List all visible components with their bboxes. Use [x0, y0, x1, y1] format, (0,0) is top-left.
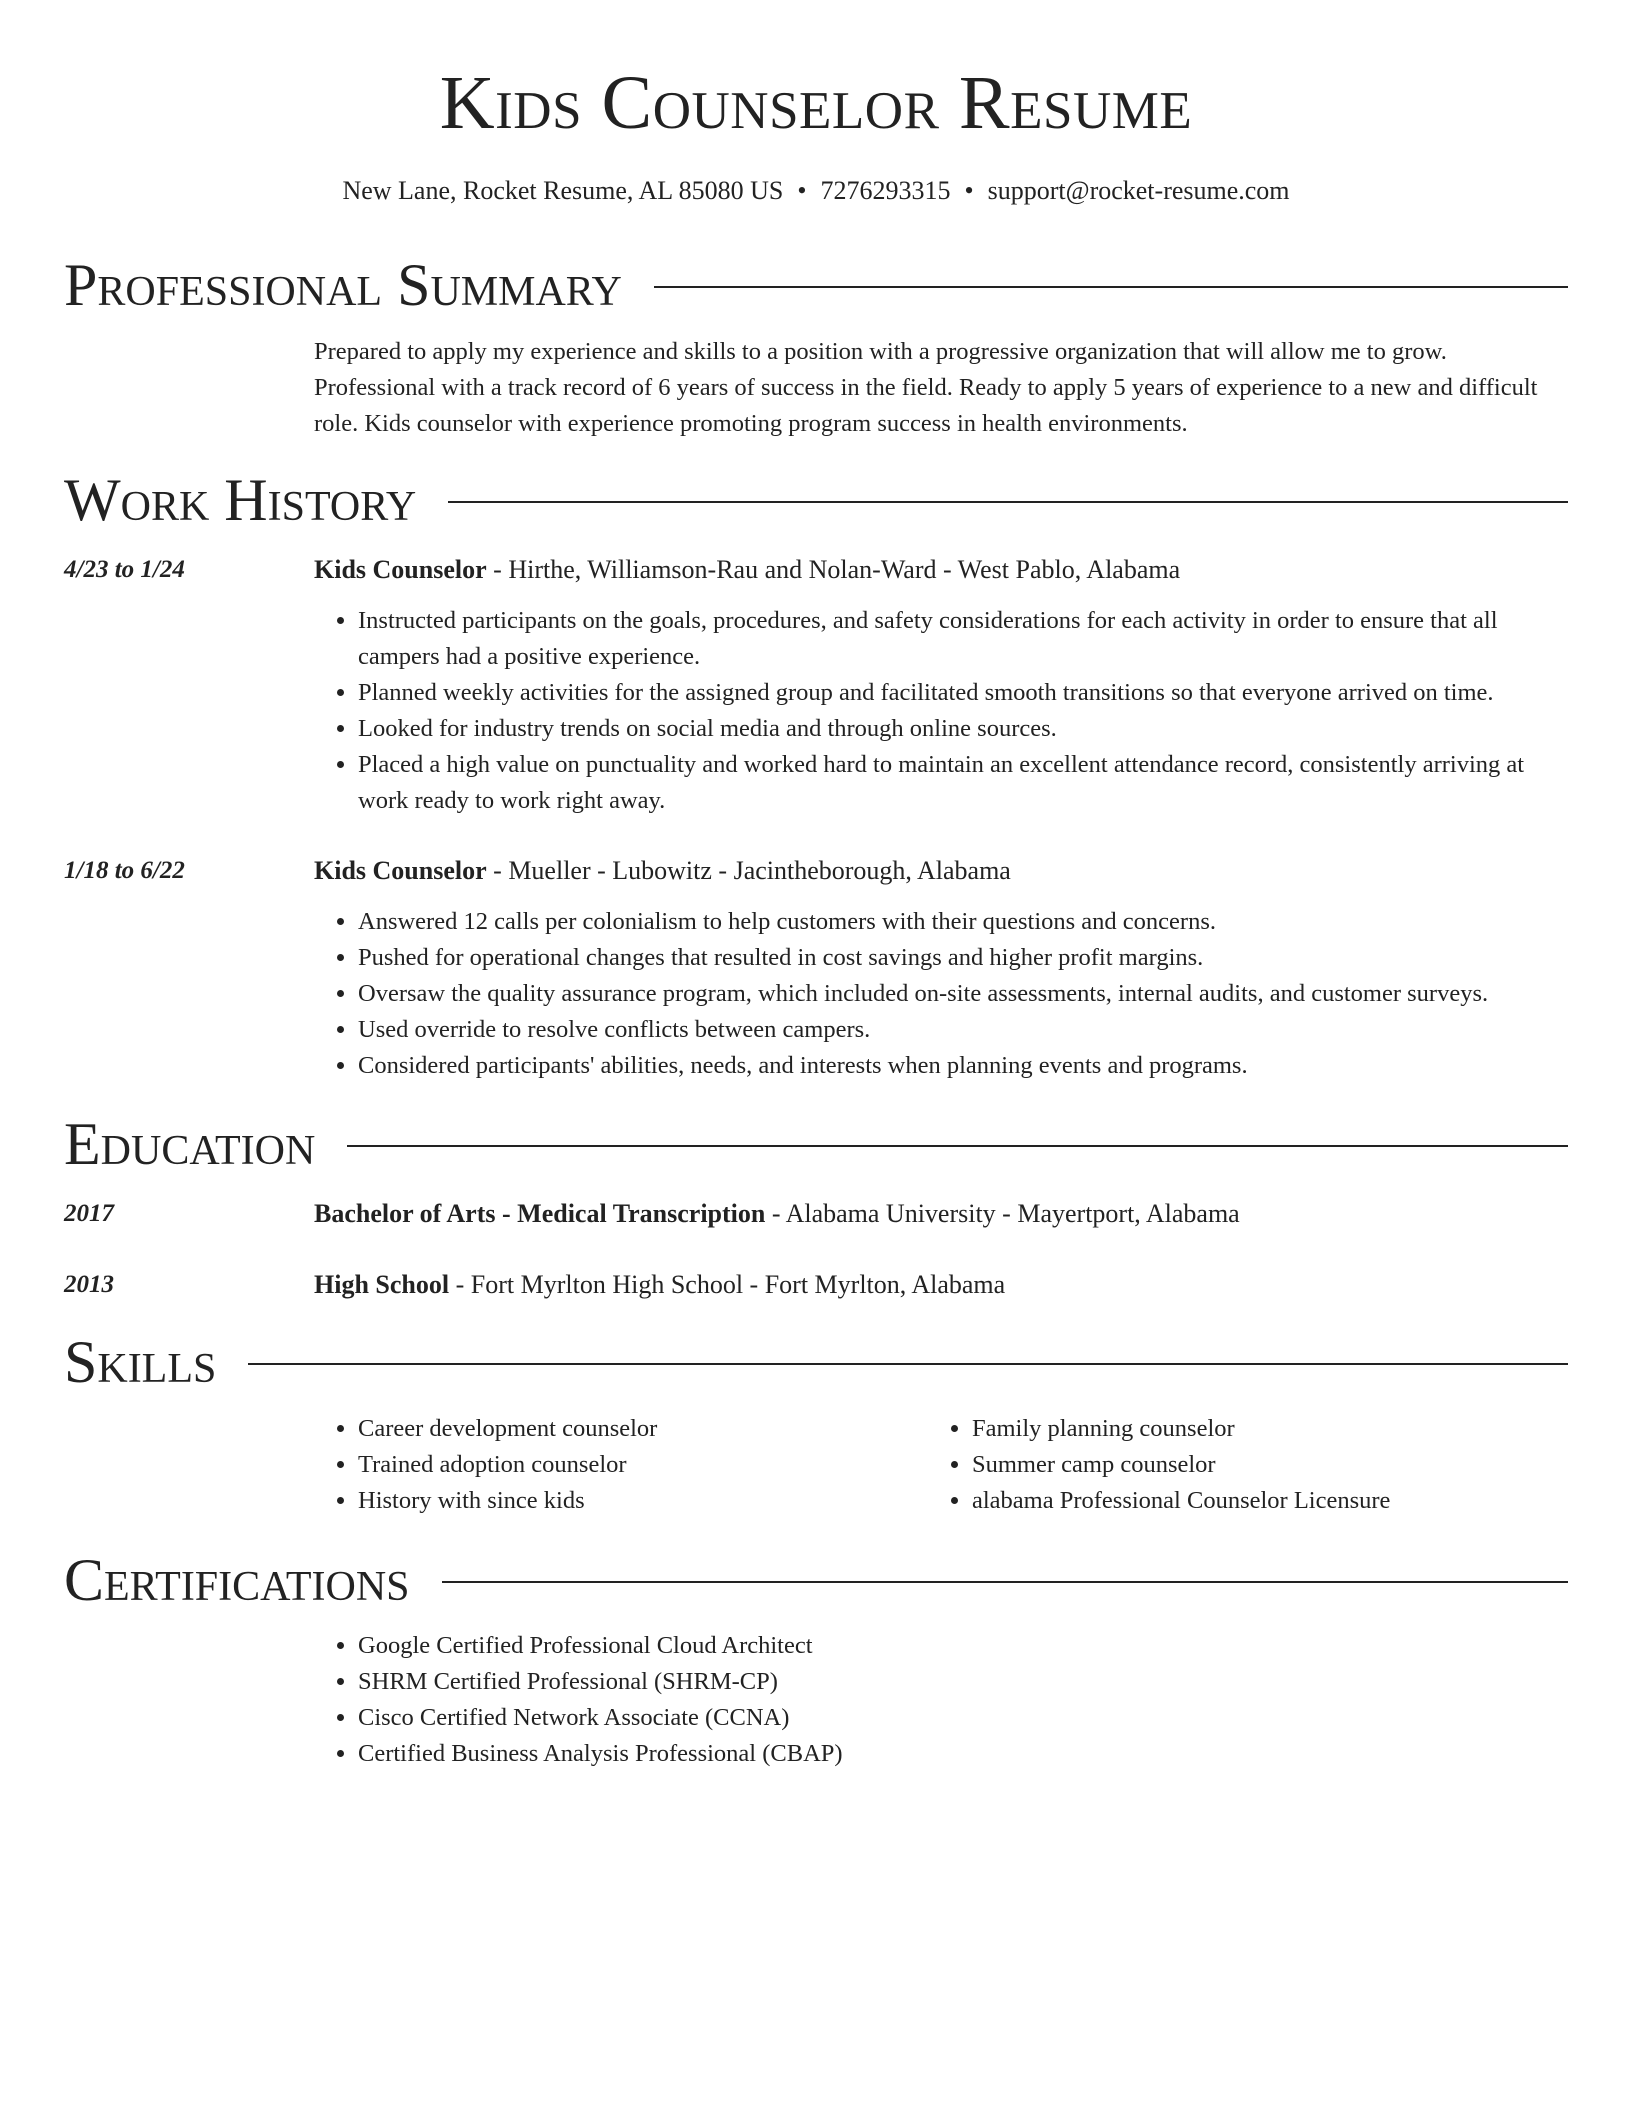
education-school: - Fort Myrlton High School - Fort Myrlton, Alabama — [449, 1270, 1006, 1299]
education-year: 2013 — [64, 1271, 114, 1298]
job-bullet: • Considered participants' abilities, needs, and interests when planning events and programs. — [358, 1048, 1568, 1084]
work-section-header — [64, 465, 1568, 535]
job-entry — [314, 853, 1568, 1084]
education-line — [314, 1267, 1568, 1303]
contact-address: New Lane, Rocket Resume, AL 85080 US — [342, 176, 784, 205]
job-bullet: • Used override to resolve conflicts between campers. — [358, 1012, 1568, 1048]
section-divider — [248, 1363, 1568, 1365]
certifications-list — [314, 1628, 1568, 1772]
skills-column-left — [314, 1411, 914, 1519]
skills-section-header — [64, 1327, 1568, 1397]
job-bullet: • Looked for industry trends on social media and through online sources. — [358, 711, 1568, 747]
education-year: 2017 — [64, 1200, 114, 1227]
certification-item: • Google Certified Professional Cloud Architect — [358, 1628, 1568, 1664]
certifications-block — [314, 1628, 1568, 1772]
certifications-section-header — [64, 1545, 1568, 1615]
education-degree: High School — [314, 1270, 450, 1299]
skill-item: • Summer camp counselor — [972, 1447, 1568, 1483]
skills-heading: Skills — [64, 1329, 217, 1395]
certification-item: • Certified Business Analysis Professional (CBAP) — [358, 1736, 1568, 1772]
job-bullet: • Planned weekly activities for the assigned group and facilitated smooth transitions so that everyone arrived on time. — [358, 675, 1568, 711]
job-bullet: • Instructed participants on the goals, procedures, and safety considerations for each activity in order to ensure that all campers had a positive experience. — [358, 603, 1568, 675]
summary-block — [314, 334, 1568, 442]
education-heading: Education — [64, 1111, 316, 1177]
education-entry — [314, 1196, 1568, 1232]
education-line — [314, 1196, 1568, 1232]
job-employer: - Mueller - Lubowitz - Jacintheborough, Alabama — [486, 856, 1011, 885]
job-title-line — [314, 552, 1568, 588]
contact-separator: • — [797, 176, 807, 205]
job-dates: 1/18 to 6/22 — [64, 857, 185, 884]
job-title: Kids Counselor — [314, 856, 487, 885]
education-section-header — [64, 1109, 1568, 1179]
education-degree: Bachelor of Arts - Medical Transcription — [314, 1199, 766, 1228]
skill-item: • Trained adoption counselor — [358, 1447, 914, 1483]
skill-item: • Family planning counselor — [972, 1411, 1568, 1447]
skill-item: • Career development counselor — [358, 1411, 914, 1447]
job-employer: - Hirthe, Williamson-Rau and Nolan-Ward - West Pablo, Alabama — [486, 555, 1181, 584]
job-bullet: • Placed a high value on punctuality and worked hard to maintain an excellent attendance record, consistently arriving at work ready to work right away. — [358, 747, 1568, 819]
certification-item: • SHRM Certified Professional (SHRM-CP) — [358, 1664, 1568, 1700]
summary-section-header — [64, 250, 1568, 320]
certifications-heading: Certifications — [64, 1547, 410, 1613]
job-dates: 4/23 to 1/24 — [64, 556, 185, 583]
section-divider — [448, 501, 1568, 503]
contact-line — [0, 173, 1632, 209]
job-title: Kids Counselor — [314, 555, 487, 584]
contact-separator: • — [964, 176, 974, 205]
education-entry — [314, 1267, 1568, 1303]
section-divider — [654, 286, 1568, 288]
job-bullet: • Answered 12 calls per colonialism to help customers with their questions and concerns. — [358, 904, 1568, 940]
job-bullet: • Pushed for operational changes that resulted in cost savings and higher profit margins. — [358, 940, 1568, 976]
skills-list — [928, 1411, 1568, 1519]
education-school: - Alabama University - Mayertport, Alabama — [765, 1199, 1240, 1228]
skill-item: • alabama Professional Counselor Licensure — [972, 1483, 1568, 1519]
section-divider — [347, 1145, 1568, 1147]
job-title-line — [314, 853, 1568, 889]
contact-phone: 7276293315 — [820, 176, 951, 205]
summary-heading: Professional Summary — [64, 252, 622, 318]
summary-text: Prepared to apply my experience and skills to a position with a progressive organization that will allow me to grow. Professional with a track record of 6 years of success in the field. Ready to apply 5 years of experience to a new and difficult role. Kids counselor with experience promoting program success in health environments. — [314, 338, 1538, 437]
work-heading: Work History — [64, 467, 417, 533]
skills-list — [314, 1411, 914, 1519]
job-bullets — [314, 603, 1568, 819]
contact-email: support@rocket-resume.com — [987, 176, 1290, 205]
job-bullet: • Oversaw the quality assurance program, which included on-site assessments, internal audits, and customer surveys. — [358, 976, 1568, 1012]
skill-item: • History with since kids — [358, 1483, 914, 1519]
certification-item: • Cisco Certified Network Associate (CCNA) — [358, 1700, 1568, 1736]
resume-title: Kids Counselor Resume — [439, 61, 1193, 145]
skills-column-right — [928, 1411, 1568, 1519]
section-divider — [442, 1581, 1568, 1583]
job-entry — [314, 552, 1568, 819]
job-bullets — [314, 904, 1568, 1084]
